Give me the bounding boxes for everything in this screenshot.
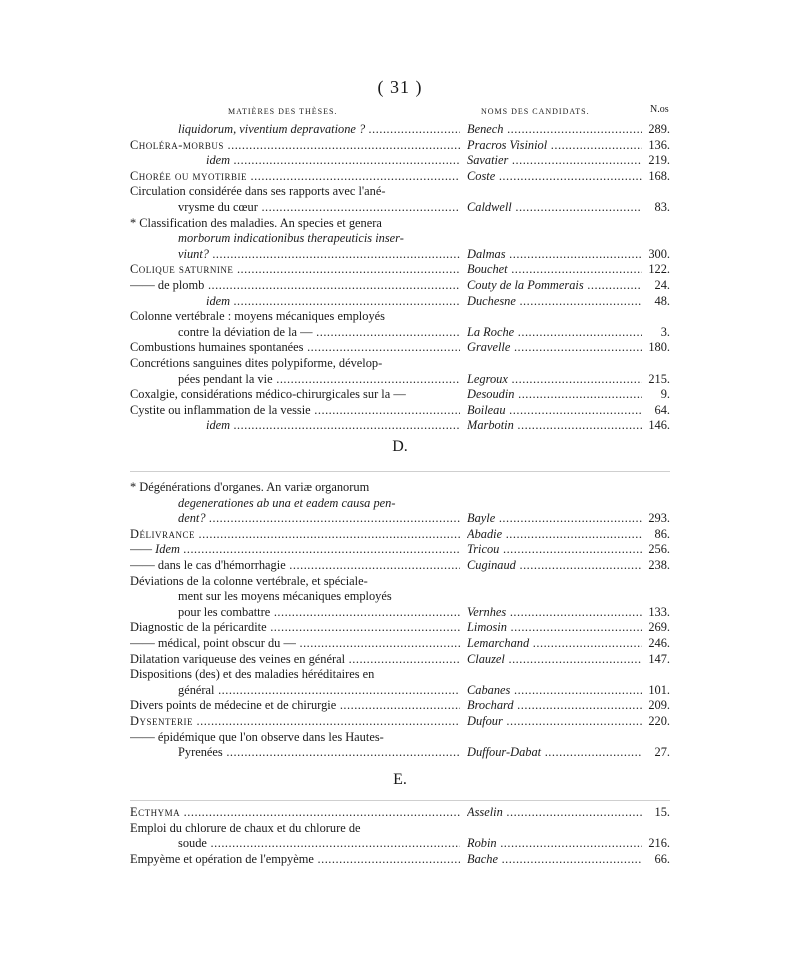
entry-candidate: Pracros Visiniol ..... (467, 138, 647, 154)
entry-subject: liquidorum, viventium depravatione ? ..... (178, 122, 460, 138)
entry-number: 66. (642, 852, 670, 868)
index-entry (130, 480, 670, 496)
entry-candidate: Tricou ..... (467, 542, 647, 558)
entry-subject: —— Idem ..... (130, 542, 460, 558)
entry-candidate: La Roche ..... (467, 325, 647, 341)
entry-number: 146. (642, 418, 670, 434)
entry-candidate: Bache ..... (467, 852, 647, 868)
entry-subject: Chorée ou myotirbie ..... (130, 169, 460, 185)
index-entry (130, 340, 670, 356)
entry-subject: Colonne vertébrale : moyens mécaniques employés (130, 309, 385, 324)
entry-number: 86. (642, 527, 670, 543)
entry-candidate: Couty de la Pommerais ..... (467, 278, 647, 294)
entry-candidate: Benech ..... (467, 122, 647, 138)
entry-number: 216. (642, 836, 670, 852)
entry-number: 209. (642, 698, 670, 714)
entry-subject: Déviations de la colonne vertébrale, et spéciale- (130, 573, 368, 588)
column-header-candidates: NOMS DES CANDIDATS. (481, 107, 590, 116)
entry-subject: Dysenterie ..... (130, 714, 460, 730)
entry-subject: Diagnostic de la péricardite ..... (130, 620, 460, 636)
entry-candidate: Robin ..... (467, 836, 647, 852)
entry-subject: général ..... (178, 683, 460, 699)
entry-subject: —— épidémique que l'on observe dans les Hautes- (130, 729, 384, 744)
entry-number: 300. (642, 247, 670, 263)
column-header-subjects: MATIÈRES DES THÈSES. (228, 107, 338, 116)
entry-candidate: Limosin ..... (467, 620, 647, 636)
entry-candidate: Brochard ..... (467, 698, 647, 714)
entry-number: 147. (642, 652, 670, 668)
entry-subject: Pyrenées ..... (178, 745, 460, 761)
index-entry (130, 542, 670, 558)
entry-candidate: Bouchet ..... (467, 262, 647, 278)
entry-number: 133. (642, 605, 670, 621)
index-entry (130, 184, 670, 200)
entry-candidate: Lemarchand ..... (467, 636, 647, 652)
index-entry (130, 620, 670, 636)
page-number: ( 31 ) (377, 77, 423, 97)
entry-subject: Divers points de médecine et de chirurgie ..... (130, 698, 460, 714)
index-entry (130, 589, 670, 605)
index-entry (130, 262, 670, 278)
section-d-letter: D. (392, 438, 408, 455)
entry-candidate: Vernhes ..... (467, 605, 647, 621)
entry-subject: pour les combattre ..... (178, 605, 460, 621)
entry-candidate: Dufour ..... (467, 714, 647, 730)
entry-number: 293. (642, 511, 670, 527)
section-d-rule (130, 471, 670, 472)
index-entry (130, 122, 670, 138)
entry-number: 238. (642, 558, 670, 574)
index-entry (130, 805, 670, 821)
entry-subject: idem ..... (206, 294, 460, 310)
entry-subject: Cystite ou inflammation de la vessie ..... (130, 403, 460, 419)
entry-subject: Choléra-morbus ..... (130, 138, 460, 154)
entry-number: 122. (642, 262, 670, 278)
index-entry (130, 730, 670, 746)
entry-candidate: Desoudin ..... (467, 387, 647, 403)
entry-subject: idem ..... (206, 418, 460, 434)
entry-subject: Ecthyma ..... (130, 805, 460, 821)
index-entry (130, 216, 670, 232)
section-c-entries (130, 122, 670, 434)
index-entry (130, 574, 670, 590)
index-entry (130, 153, 670, 169)
index-entry (130, 387, 670, 403)
entry-subject: Coxalgie, considérations médico-chirurgicales sur la — (130, 387, 406, 402)
entry-number: 3. (642, 325, 670, 341)
entry-subject: Délivrance ..... (130, 527, 460, 543)
entry-subject: Dilatation variqueuse des veines en général ..... (130, 652, 460, 668)
section-d-entries (130, 480, 670, 761)
index-entry (130, 309, 670, 325)
entry-candidate: Gravelle ..... (467, 340, 647, 356)
entry-number: 289. (642, 122, 670, 138)
entry-number: 168. (642, 169, 670, 185)
entry-subject: * Classification des maladies. An species et genera (130, 215, 382, 230)
entry-number: 15. (642, 805, 670, 821)
entry-subject: Circulation considérée dans ses rapports avec l'ané- (130, 184, 386, 199)
column-header-numbers: N.os (650, 104, 669, 115)
entry-number: 136. (642, 138, 670, 154)
entry-candidate: Savatier ..... (467, 153, 647, 169)
entry-subject: —— dans le cas d'hémorrhagie ..... (130, 558, 460, 574)
entry-subject: Empyème et opération de l'empyème ..... (130, 852, 460, 868)
index-entry (130, 745, 670, 761)
index-entry (130, 836, 670, 852)
entry-number: 246. (642, 636, 670, 652)
index-entry (130, 821, 670, 837)
entry-subject: vrysme du cœur ..... (178, 200, 460, 216)
entry-subject: Combustions humaines spontanées ..... (130, 340, 460, 356)
section-e-rule (130, 800, 670, 801)
entry-candidate: Duchesne ..... (467, 294, 647, 310)
entry-subject: Emploi du chlorure de chaux et du chlorure de (130, 820, 361, 835)
index-entry (130, 372, 670, 388)
entry-candidate: Bayle ..... (467, 511, 647, 527)
index-entry (130, 558, 670, 574)
entry-number: 48. (642, 294, 670, 310)
entry-candidate: Cabanes ..... (467, 683, 647, 699)
index-entry (130, 294, 670, 310)
entry-subject: viunt? ..... (178, 247, 460, 263)
index-entry (130, 200, 670, 216)
entry-subject: dent? ..... (178, 511, 460, 527)
entry-subject: * Dégénérations d'organes. An variæ organorum (130, 480, 370, 494)
section-e-letter: E. (393, 771, 407, 788)
entry-candidate: Coste ..... (467, 169, 647, 185)
entry-number: 269. (642, 620, 670, 636)
entry-candidate: Dalmas ..... (467, 247, 647, 263)
entry-candidate: Asselin ..... (467, 805, 647, 821)
entry-subject: —— médical, point obscur du — ..... (130, 636, 460, 652)
entry-candidate: Clauzel ..... (467, 652, 647, 668)
index-entry (130, 698, 670, 714)
section-e-entries (130, 805, 670, 867)
entry-number: 83. (642, 200, 670, 216)
entry-number: 219. (642, 153, 670, 169)
index-entry (130, 667, 670, 683)
entry-number: 64. (642, 403, 670, 419)
index-entry (130, 636, 670, 652)
entry-number: 256. (642, 542, 670, 558)
index-entry (130, 418, 670, 434)
index-entry (130, 496, 670, 512)
entry-number: 215. (642, 372, 670, 388)
entry-candidate: Marbotin ..... (467, 418, 647, 434)
entry-subject: ment sur les moyens mécaniques employés (178, 589, 392, 604)
index-entry (130, 356, 670, 372)
entry-subject: idem ..... (206, 153, 460, 169)
index-entry (130, 852, 670, 868)
entry-subject: contre la déviation de la — ..... (178, 325, 460, 341)
entry-number: 24. (642, 278, 670, 294)
index-entry (130, 652, 670, 668)
entry-candidate: Abadie ..... (467, 527, 647, 543)
entry-candidate: Duffour-Dabat ..... (467, 745, 647, 761)
entry-candidate: Caldwell ..... (467, 200, 647, 216)
index-entry (130, 325, 670, 341)
index-entry (130, 527, 670, 543)
entry-candidate: Boileau ..... (467, 403, 647, 419)
index-entry (130, 683, 670, 699)
entry-number: 101. (642, 683, 670, 699)
index-entry (130, 231, 670, 247)
index-entry (130, 403, 670, 419)
entry-subject: soude ..... (178, 836, 460, 852)
index-entry (130, 511, 670, 527)
index-entry (130, 247, 670, 263)
entry-candidate: Legroux ..... (467, 372, 647, 388)
entry-subject: Colique saturnine ..... (130, 262, 460, 278)
entry-subject: —— de plomb ..... (130, 278, 460, 294)
index-entry (130, 169, 670, 185)
entry-subject: Dispositions (des) et des maladies héréditaires en (130, 667, 375, 682)
entry-number: 9. (642, 387, 670, 403)
index-entry (130, 605, 670, 621)
entry-subject: Concrétions sanguines dites polypiforme, dévelop- (130, 355, 383, 370)
index-entry (130, 138, 670, 154)
entry-number: 180. (642, 340, 670, 356)
entry-subject: degenerationes ab una et eadem causa pen- (178, 495, 396, 510)
index-entry (130, 714, 670, 730)
entry-subject: pées pendant la vie ..... (178, 372, 460, 388)
index-entry (130, 278, 670, 294)
entry-candidate: Cuginaud ..... (467, 558, 647, 574)
entry-number: 27. (642, 745, 670, 761)
entry-number: 220. (642, 714, 670, 730)
entry-subject: morborum indicationibus therapeuticis inser- (178, 231, 404, 246)
